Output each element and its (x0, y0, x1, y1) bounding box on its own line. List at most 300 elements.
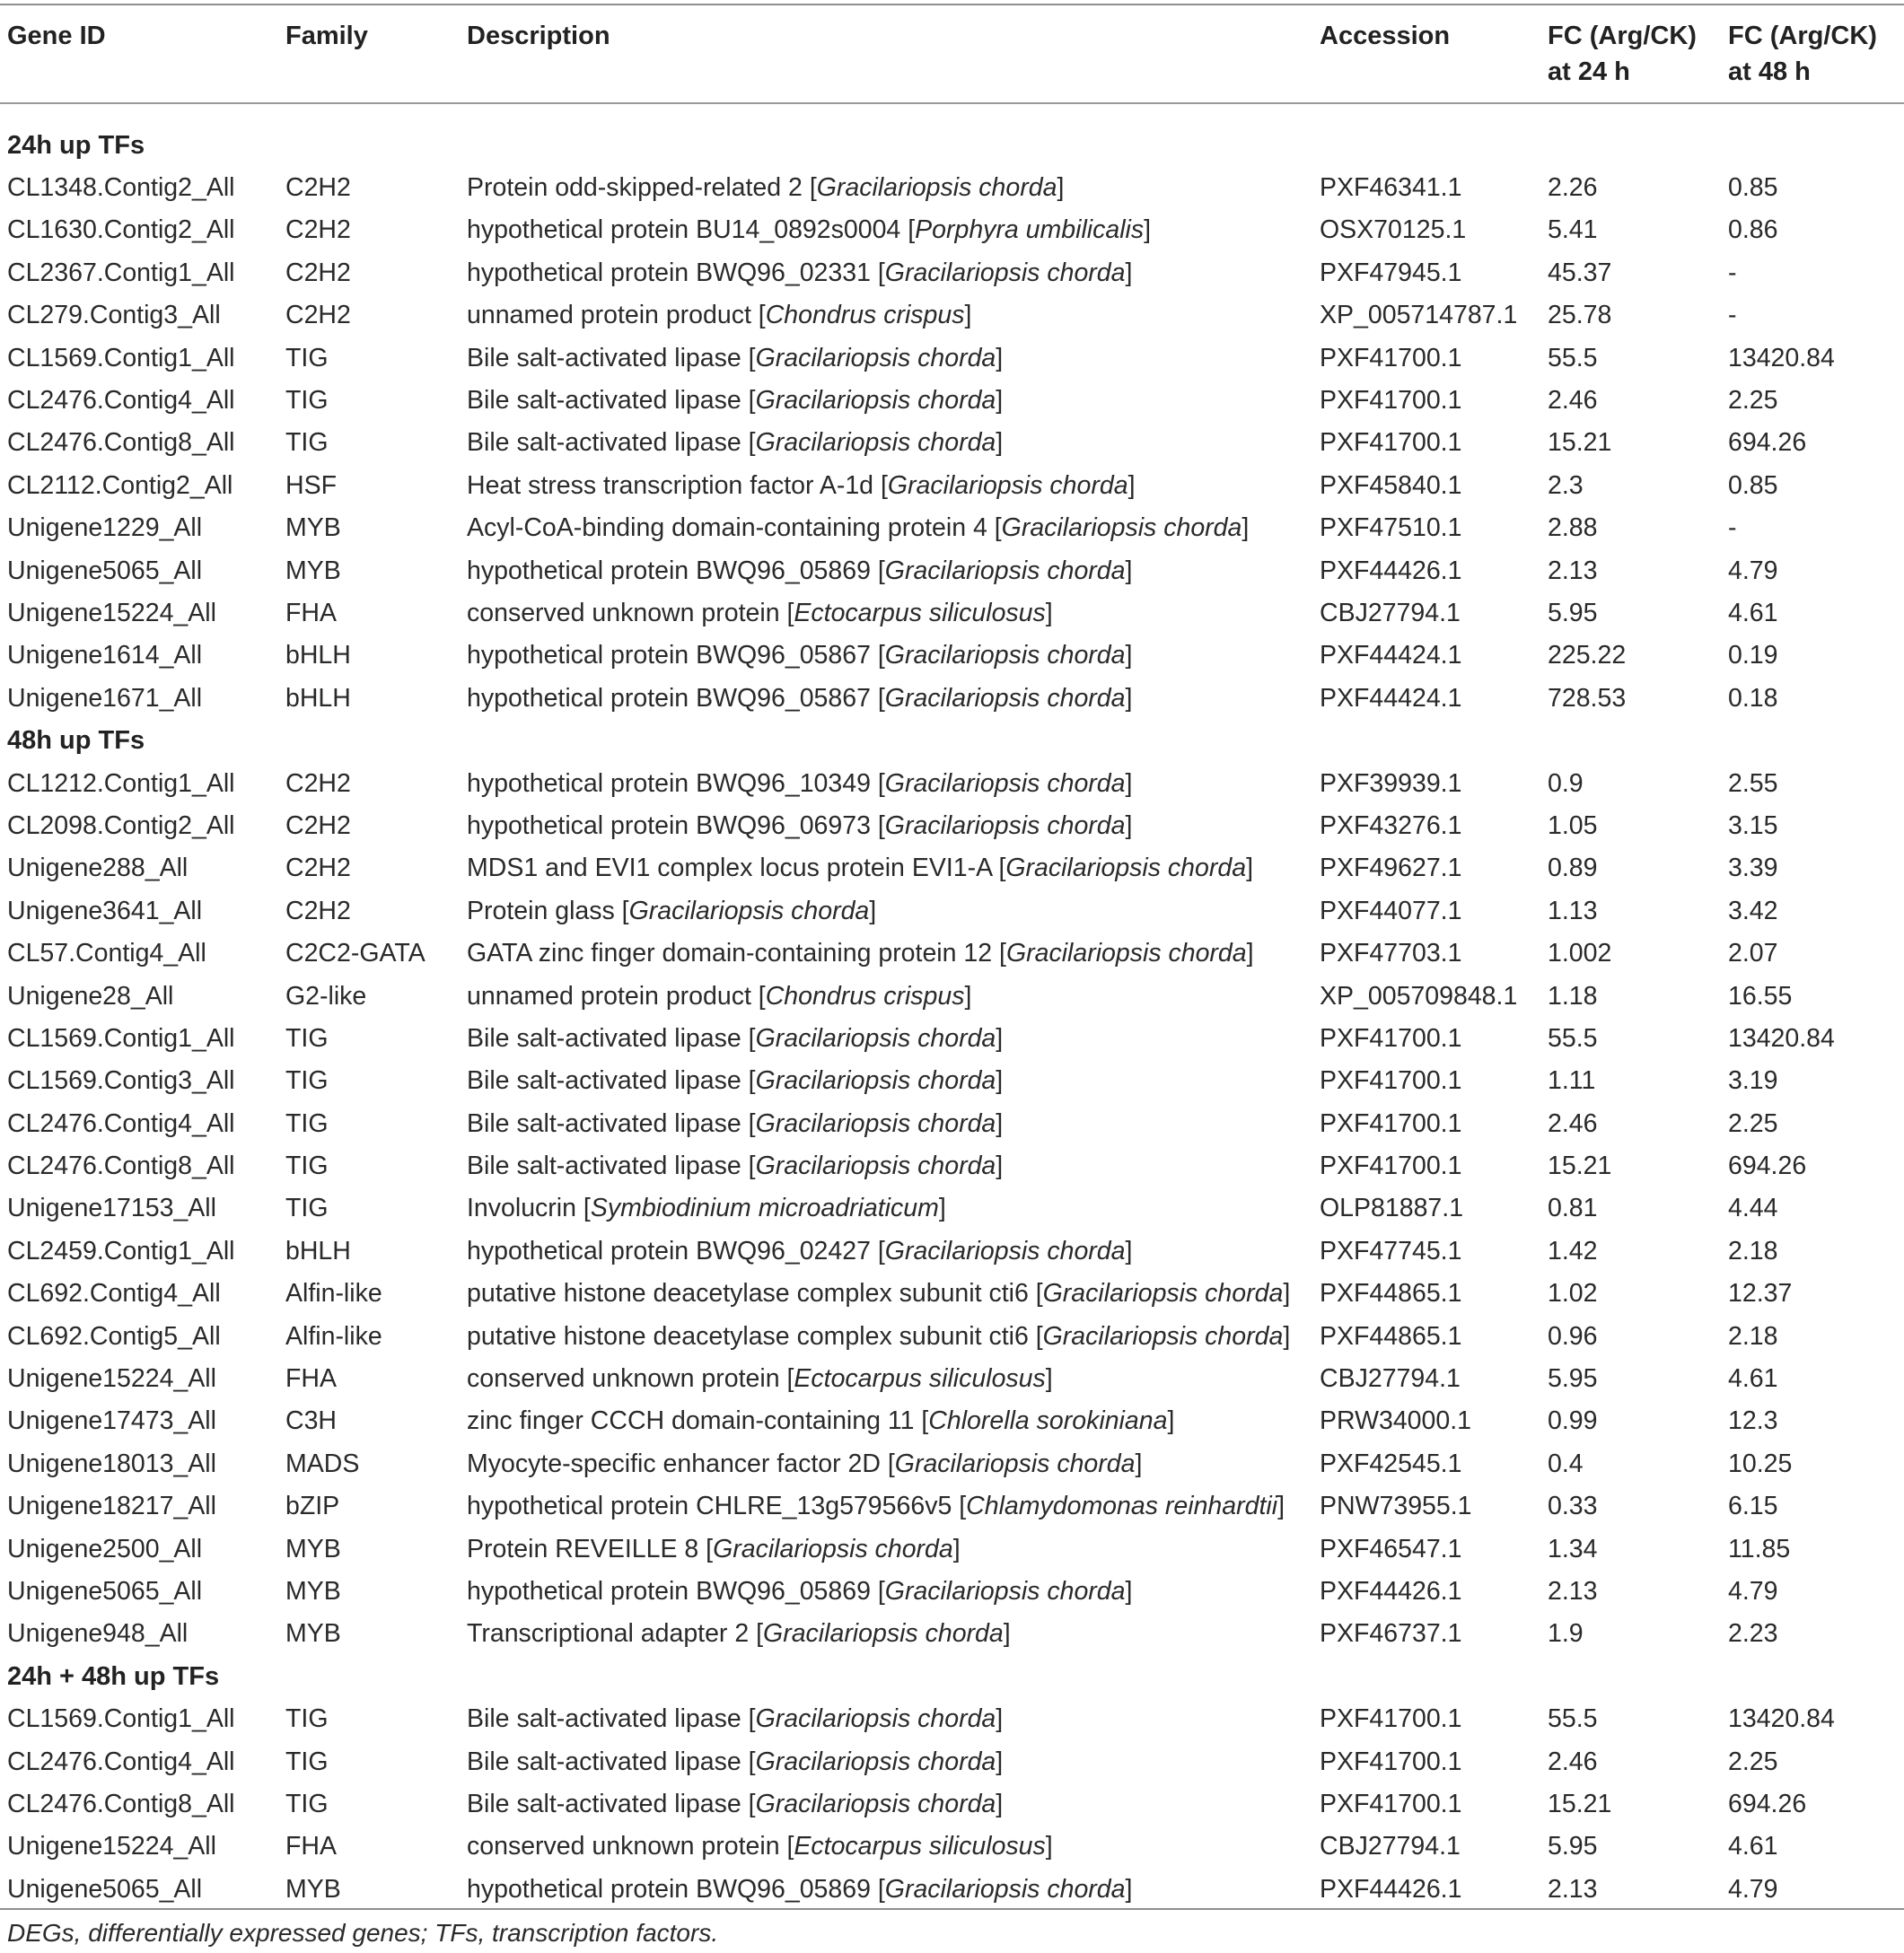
family-cell: bHLH (285, 683, 351, 713)
family-cell: bHLH (285, 641, 351, 670)
table-row (0, 1315, 1904, 1357)
accession-cell: PXF44865.1 (1320, 1279, 1462, 1309)
description-cell (460, 1230, 1312, 1272)
accession-cell: PNW73955.1 (1320, 1492, 1472, 1521)
table-row (0, 422, 1904, 464)
species-name: Gracilariopsis chorda (884, 556, 1126, 585)
description-close: ] (938, 1194, 946, 1223)
description-close: ] (1277, 1492, 1285, 1521)
gene-id-cell: Unigene3641_All (7, 896, 203, 925)
gene-id-cell: Unigene5065_All (7, 556, 203, 585)
description-text: Bile salt-activated lipase [ (467, 1023, 756, 1053)
description-text: Protein odd-skipped-related 2 [ (467, 173, 817, 203)
table-row (0, 847, 1904, 889)
species-name: Gracilariopsis chorda (884, 1236, 1126, 1266)
table-header-row (0, 5, 1904, 115)
table-row (0, 209, 1904, 251)
description-text: MDS1 and EVI1 complex locus protein EVI1-A [ (467, 854, 1006, 883)
description-cell (460, 804, 1312, 846)
species-name: Gracilariopsis chorda (1042, 1321, 1284, 1351)
description-close: ] (1125, 810, 1133, 840)
fc-48h-cell: 12.37 (1728, 1279, 1793, 1309)
description-text: Myocyte-specific enhancer factor 2D [ (467, 1449, 895, 1478)
species-name: Gracilariopsis chorda (755, 1066, 996, 1096)
table-row (0, 507, 1904, 549)
species-name: Gracilariopsis chorda (1005, 854, 1247, 883)
table-row (0, 1613, 1904, 1655)
fc-24h-cell: 2.46 (1548, 1747, 1598, 1776)
description-cell (460, 847, 1312, 889)
fc-48h-cell: 2.55 (1728, 768, 1778, 798)
accession-cell: PXF41700.1 (1320, 1747, 1462, 1776)
description-close: ] (964, 981, 972, 1011)
description-text: Bile salt-activated lipase [ (467, 1108, 756, 1138)
fc-24h-cell: 0.81 (1548, 1194, 1598, 1223)
gene-id-cell: CL1569.Contig1_All (7, 1023, 235, 1053)
fc-24h-cell: 1.11 (1548, 1066, 1596, 1096)
species-name: Symbiodinium microadriaticum (590, 1194, 939, 1223)
fc-48h-cell: 2.07 (1728, 939, 1778, 968)
family-cell: Alfin-like (285, 1321, 382, 1351)
table-row (0, 337, 1904, 379)
gene-id-cell: CL279.Contig3_All (7, 301, 221, 330)
gene-id-cell: CL1569.Contig3_All (7, 1066, 235, 1096)
description-text: hypothetical protein CHLRE_13g579566v5 [ (467, 1492, 967, 1521)
description-cell (460, 1144, 1312, 1187)
species-name: Ectocarpus siliculosus (794, 598, 1046, 627)
section-heading-row (0, 124, 1904, 166)
fc-48h-cell: 2.18 (1728, 1321, 1778, 1351)
description-close: ] (996, 1066, 1004, 1096)
accession-cell: PXF44426.1 (1320, 556, 1462, 585)
description-cell (460, 1613, 1312, 1655)
description-close: ] (1144, 215, 1152, 245)
family-cell: bZIP (285, 1492, 340, 1521)
description-close: ] (1125, 556, 1133, 585)
description-close: ] (996, 1152, 1004, 1181)
section-title: 24h + 48h up TFs (7, 1661, 220, 1691)
description-close: ] (869, 896, 877, 925)
accession-cell: PXF41700.1 (1320, 1704, 1462, 1734)
fc-48h-cell: 694.26 (1728, 1152, 1807, 1181)
species-name: Gracilariopsis chorda (1001, 513, 1242, 543)
header-spacer-row (0, 115, 1904, 124)
species-name: Gracilariopsis chorda (755, 1023, 996, 1053)
family-cell: C2H2 (285, 258, 351, 287)
accession-cell: XP_005714787.1 (1320, 301, 1518, 330)
table-row (0, 549, 1904, 591)
description-close: ] (964, 301, 972, 330)
family-cell: C3H (285, 1406, 338, 1436)
table-row (0, 889, 1904, 932)
gene-id-cell: Unigene5065_All (7, 1576, 203, 1606)
fc-24h-cell: 45.37 (1548, 258, 1612, 287)
gene-id-cell: Unigene1671_All (7, 683, 203, 713)
fc-24h-cell: 0.4 (1548, 1449, 1584, 1478)
description-text: Bile salt-activated lipase [ (467, 1704, 756, 1734)
species-name: Gracilariopsis chorda (755, 343, 996, 372)
table-row (0, 1060, 1904, 1102)
gene-id-cell: CL2098.Contig2_All (7, 810, 235, 840)
description-cell (460, 1740, 1312, 1782)
accession-cell: PXF46341.1 (1320, 173, 1462, 203)
description-cell (460, 1826, 1312, 1868)
accession-cell: PXF41700.1 (1320, 1066, 1462, 1096)
table-row (0, 1697, 1904, 1739)
description-cell (460, 677, 1312, 719)
species-name: Gracilariopsis chorda (1042, 1279, 1284, 1309)
family-cell: TIG (285, 1023, 329, 1053)
description-text: unnamed protein product [ (467, 301, 766, 330)
description-close: ] (996, 386, 1004, 416)
fc-48h-cell: 3.39 (1728, 854, 1778, 883)
fc-24h-cell: 2.13 (1548, 1874, 1598, 1904)
header-fc-48h: FC (Arg/CK) at 48 h (1728, 22, 1877, 86)
fc-24h-cell: 55.5 (1548, 343, 1598, 372)
description-cell (460, 251, 1312, 293)
family-cell: MYB (285, 1619, 341, 1649)
description-text: hypothetical protein BWQ96_05869 [ (467, 556, 885, 585)
table-row (0, 464, 1904, 506)
fc-48h-cell: 16.55 (1728, 981, 1793, 1011)
species-name: Gracilariopsis chorda (884, 768, 1126, 798)
table-row (0, 251, 1904, 293)
description-text: hypothetical protein BU14_0892s0004 [ (467, 215, 916, 245)
family-cell: FHA (285, 1832, 337, 1861)
accession-cell: PXF44424.1 (1320, 683, 1462, 713)
species-name: Gracilariopsis chorda (755, 1108, 996, 1138)
accession-cell: PXF47745.1 (1320, 1236, 1462, 1266)
description-text: hypothetical protein BWQ96_02427 [ (467, 1236, 885, 1266)
gene-id-cell: Unigene17153_All (7, 1194, 216, 1223)
species-name: Gracilariopsis chorda (884, 683, 1126, 713)
family-cell: MYB (285, 556, 341, 585)
table-row (0, 1570, 1904, 1612)
family-cell: TIG (285, 1789, 329, 1818)
accession-cell: PXF41700.1 (1320, 1789, 1462, 1818)
family-cell: TIG (285, 1152, 329, 1181)
section-title: 24h up TFs (7, 130, 145, 160)
species-name: Ectocarpus siliculosus (794, 1832, 1046, 1861)
description-cell (460, 1570, 1312, 1612)
accession-cell: PXF39939.1 (1320, 768, 1462, 798)
fc-24h-cell: 2.46 (1548, 386, 1598, 416)
description-close: ] (1125, 258, 1133, 287)
header-family: Family (285, 22, 368, 50)
fc-24h-cell: 225.22 (1548, 641, 1627, 670)
family-cell: TIG (285, 428, 329, 458)
description-close: ] (996, 1789, 1004, 1818)
description-cell (460, 889, 1312, 932)
family-cell: C2H2 (285, 810, 351, 840)
description-close: ] (1125, 768, 1133, 798)
table-bottom-rule (0, 1908, 1904, 1910)
description-cell (460, 209, 1312, 251)
fc-24h-cell: 0.96 (1548, 1321, 1598, 1351)
description-close: ] (996, 343, 1004, 372)
accession-cell: PXF47703.1 (1320, 939, 1462, 968)
accession-cell: PXF45840.1 (1320, 470, 1462, 500)
description-text: Acyl-CoA-binding domain-containing protein 4 [ (467, 513, 1002, 543)
fc-48h-cell: 0.18 (1728, 683, 1778, 713)
fc-48h-cell: 4.79 (1728, 556, 1778, 585)
species-name: Gracilariopsis chorda (884, 641, 1126, 670)
header-accession: Accession (1320, 22, 1451, 50)
description-cell (460, 337, 1312, 379)
description-text: Bile salt-activated lipase [ (467, 1152, 756, 1181)
description-cell (460, 1017, 1312, 1059)
table-row (0, 975, 1904, 1017)
family-cell: TIG (285, 343, 329, 372)
species-name: Chlorella sorokiniana (928, 1406, 1168, 1436)
description-text: Bile salt-activated lipase [ (467, 386, 756, 416)
accession-cell: CBJ27794.1 (1320, 1364, 1461, 1394)
fc-24h-cell: 2.13 (1548, 556, 1598, 585)
gene-id-cell: CL1569.Contig1_All (7, 343, 235, 372)
description-cell (460, 1273, 1312, 1315)
species-name: Gracilariopsis chorda (816, 173, 1057, 203)
family-cell: C2H2 (285, 215, 351, 245)
fc-48h-cell: 3.19 (1728, 1066, 1778, 1096)
gene-id-cell: CL692.Contig5_All (7, 1321, 221, 1351)
table-body (0, 115, 1904, 1910)
gene-id-cell: Unigene1614_All (7, 641, 203, 670)
accession-cell: OLP81887.1 (1320, 1194, 1464, 1223)
table-row (0, 1273, 1904, 1315)
fc-24h-cell: 5.95 (1548, 1832, 1598, 1861)
description-text: hypothetical protein BWQ96_06973 [ (467, 810, 885, 840)
species-name: Gracilariopsis chorda (713, 1534, 953, 1563)
description-cell (460, 1060, 1312, 1102)
spacer-cell (0, 115, 1904, 124)
description-close: ] (1242, 513, 1250, 543)
description-close: ] (1045, 1364, 1053, 1394)
gene-id-cell: CL1569.Contig1_All (7, 1704, 235, 1734)
family-cell: FHA (285, 598, 337, 627)
gene-id-cell: Unigene18217_All (7, 1492, 216, 1521)
description-close: ] (1003, 1619, 1011, 1649)
fc-24h-cell: 5.41 (1548, 215, 1598, 245)
fc-48h-cell: 3.15 (1728, 810, 1778, 840)
description-text: hypothetical protein BWQ96_05869 [ (467, 1874, 885, 1904)
description-cell (460, 1697, 1312, 1739)
species-name: Gracilariopsis chorda (894, 1449, 1136, 1478)
description-cell (460, 591, 1312, 634)
description-text: hypothetical protein BWQ96_05867 [ (467, 641, 885, 670)
family-cell: C2H2 (285, 854, 351, 883)
fc-24h-cell: 0.33 (1548, 1492, 1598, 1521)
description-cell (460, 507, 1312, 549)
accession-cell: PXF44424.1 (1320, 641, 1462, 670)
description-cell (460, 1782, 1312, 1825)
description-text: Protein glass [ (467, 896, 629, 925)
family-cell: bHLH (285, 1236, 351, 1266)
accession-cell: PXF41700.1 (1320, 1108, 1462, 1138)
description-text: conserved unknown protein [ (467, 1832, 794, 1861)
fc-48h-cell: - (1728, 513, 1737, 543)
species-name: Gracilariopsis chorda (763, 1619, 1004, 1649)
table-row (0, 294, 1904, 337)
table-row (0, 1485, 1904, 1528)
family-cell: Alfin-like (285, 1279, 382, 1309)
description-close: ] (1125, 683, 1133, 713)
gene-id-cell: Unigene2500_All (7, 1534, 203, 1563)
fc-48h-cell: 3.42 (1728, 896, 1778, 925)
fc-48h-cell: 2.25 (1728, 1108, 1778, 1138)
table-row (0, 1528, 1904, 1570)
description-text: hypothetical protein BWQ96_05867 [ (467, 683, 885, 713)
table-row (0, 1187, 1904, 1230)
table-row (0, 1826, 1904, 1868)
species-name: Gracilariopsis chorda (887, 470, 1128, 500)
fc-24h-cell: 5.95 (1548, 1364, 1598, 1394)
gene-id-cell: CL2476.Contig4_All (7, 1747, 235, 1776)
description-cell (460, 635, 1312, 677)
gene-id-cell: CL2476.Contig8_All (7, 1152, 235, 1181)
fc-24h-cell: 1.34 (1548, 1534, 1598, 1563)
accession-cell: OSX70125.1 (1320, 215, 1467, 245)
accession-cell: PXF41700.1 (1320, 428, 1462, 458)
family-cell: TIG (285, 1066, 329, 1096)
description-text: putative histone deacetylase complex subunit cti6 [ (467, 1279, 1043, 1309)
fc-48h-cell: 4.44 (1728, 1194, 1778, 1223)
fc-48h-cell: 10.25 (1728, 1449, 1793, 1478)
fc-24h-cell: 2.26 (1548, 173, 1598, 203)
family-cell: G2-like (285, 981, 367, 1011)
fc-48h-cell: 2.25 (1728, 1747, 1778, 1776)
description-cell (460, 1868, 1312, 1910)
gene-id-cell: Unigene17473_All (7, 1406, 216, 1436)
description-text: GATA zinc finger domain-containing protein 12 [ (467, 939, 1006, 968)
description-close: ] (1246, 939, 1254, 968)
species-name: Gracilariopsis chorda (755, 1704, 996, 1734)
table-row (0, 1017, 1904, 1059)
fc-48h-cell: 13420.84 (1728, 1023, 1835, 1053)
accession-cell: PRW34000.1 (1320, 1406, 1471, 1436)
table-row (0, 1230, 1904, 1272)
description-cell (460, 1187, 1312, 1230)
description-cell (460, 166, 1312, 208)
description-text: Bile salt-activated lipase [ (467, 1789, 756, 1818)
description-text: Bile salt-activated lipase [ (467, 1066, 756, 1096)
species-name: Gracilariopsis chorda (884, 1576, 1126, 1606)
gene-id-cell: CL692.Contig4_All (7, 1279, 221, 1309)
description-cell (460, 1485, 1312, 1528)
description-close: ] (1127, 470, 1136, 500)
family-cell: TIG (285, 1194, 329, 1223)
gene-id-cell: CL2476.Contig8_All (7, 1789, 235, 1818)
species-name: Gracilariopsis chorda (884, 1874, 1126, 1904)
tf-table (0, 5, 1904, 1910)
family-cell: TIG (285, 1747, 329, 1776)
description-cell (460, 464, 1312, 506)
fc-24h-cell: 1.05 (1548, 810, 1598, 840)
table-row (0, 166, 1904, 208)
description-cell (460, 294, 1312, 337)
species-name: Gracilariopsis chorda (884, 810, 1126, 840)
fc-48h-cell: 694.26 (1728, 428, 1807, 458)
description-close: ] (996, 428, 1004, 458)
accession-cell: PXF44426.1 (1320, 1874, 1462, 1904)
gene-id-cell: CL2476.Contig4_All (7, 1108, 235, 1138)
fc-48h-cell: 2.18 (1728, 1236, 1778, 1266)
gene-id-cell: CL57.Contig4_All (7, 939, 206, 968)
fc-24h-cell: 1.02 (1548, 1279, 1598, 1309)
family-cell: C2C2-GATA (285, 939, 426, 968)
fc-24h-cell: 1.13 (1548, 896, 1598, 925)
gene-id-cell: CL2459.Contig1_All (7, 1236, 235, 1266)
description-cell (460, 1102, 1312, 1144)
description-text: Transcriptional adapter 2 [ (467, 1619, 764, 1649)
description-text: Heat stress transcription factor A-1d [ (467, 470, 888, 500)
description-cell (460, 1528, 1312, 1570)
fc-24h-cell: 2.88 (1548, 513, 1598, 543)
accession-cell: CBJ27794.1 (1320, 598, 1461, 627)
gene-id-cell: CL2476.Contig4_All (7, 386, 235, 416)
gene-id-cell: Unigene15224_All (7, 1364, 216, 1394)
table-row (0, 1442, 1904, 1484)
accession-cell: PXF46737.1 (1320, 1619, 1462, 1649)
fc-48h-cell: 694.26 (1728, 1789, 1807, 1818)
accession-cell: PXF41700.1 (1320, 1023, 1462, 1053)
gene-id-cell: Unigene15224_All (7, 598, 216, 627)
gene-id-cell: CL1630.Contig2_All (7, 215, 235, 245)
table-row (0, 591, 1904, 634)
fc-48h-cell: 4.79 (1728, 1576, 1778, 1606)
gene-id-cell: CL1212.Contig1_All (7, 768, 235, 798)
description-cell (460, 932, 1312, 974)
fc-48h-cell: 0.86 (1728, 215, 1778, 245)
fc-24h-cell: 1.42 (1548, 1236, 1598, 1266)
family-cell: TIG (285, 1108, 329, 1138)
gene-id-cell: CL2367.Contig1_All (7, 258, 235, 287)
description-text: hypothetical protein BWQ96_10349 [ (467, 768, 885, 798)
section-heading-row (0, 719, 1904, 761)
fc-24h-cell: 2.13 (1548, 1576, 1598, 1606)
table-row (0, 762, 1904, 804)
description-text: hypothetical protein BWQ96_05869 [ (467, 1576, 885, 1606)
description-close: ] (1167, 1406, 1175, 1436)
table-row (0, 1144, 1904, 1187)
fc-48h-cell: 4.61 (1728, 598, 1778, 627)
family-cell: MYB (285, 1534, 341, 1563)
table-row (0, 804, 1904, 846)
description-close: ] (1125, 641, 1133, 670)
description-close: ] (1125, 1576, 1133, 1606)
description-text: zinc finger CCCH domain-containing 11 [ (467, 1406, 929, 1436)
description-close: ] (1125, 1874, 1133, 1904)
fc-48h-cell: 4.79 (1728, 1874, 1778, 1904)
fc-48h-cell: - (1728, 301, 1737, 330)
fc-24h-cell: 0.9 (1548, 768, 1584, 798)
family-cell: MYB (285, 513, 341, 543)
gene-id-cell: Unigene948_All (7, 1619, 189, 1649)
description-text: conserved unknown protein [ (467, 1364, 794, 1394)
description-text: unnamed protein product [ (467, 981, 766, 1011)
species-name: Chlamydomonas reinhardtii (966, 1492, 1278, 1521)
fc-24h-cell: 55.5 (1548, 1704, 1598, 1734)
description-close: ] (1125, 1236, 1133, 1266)
species-name: Gracilariopsis chorda (628, 896, 870, 925)
description-cell (460, 422, 1312, 464)
description-close: ] (1045, 598, 1053, 627)
fc-48h-cell: 2.23 (1728, 1619, 1778, 1649)
gene-id-cell: CL2112.Contig2_All (7, 470, 233, 500)
description-cell (460, 1357, 1312, 1399)
family-cell: C2H2 (285, 173, 351, 203)
family-cell: TIG (285, 386, 329, 416)
fc-24h-cell: 55.5 (1548, 1023, 1598, 1053)
